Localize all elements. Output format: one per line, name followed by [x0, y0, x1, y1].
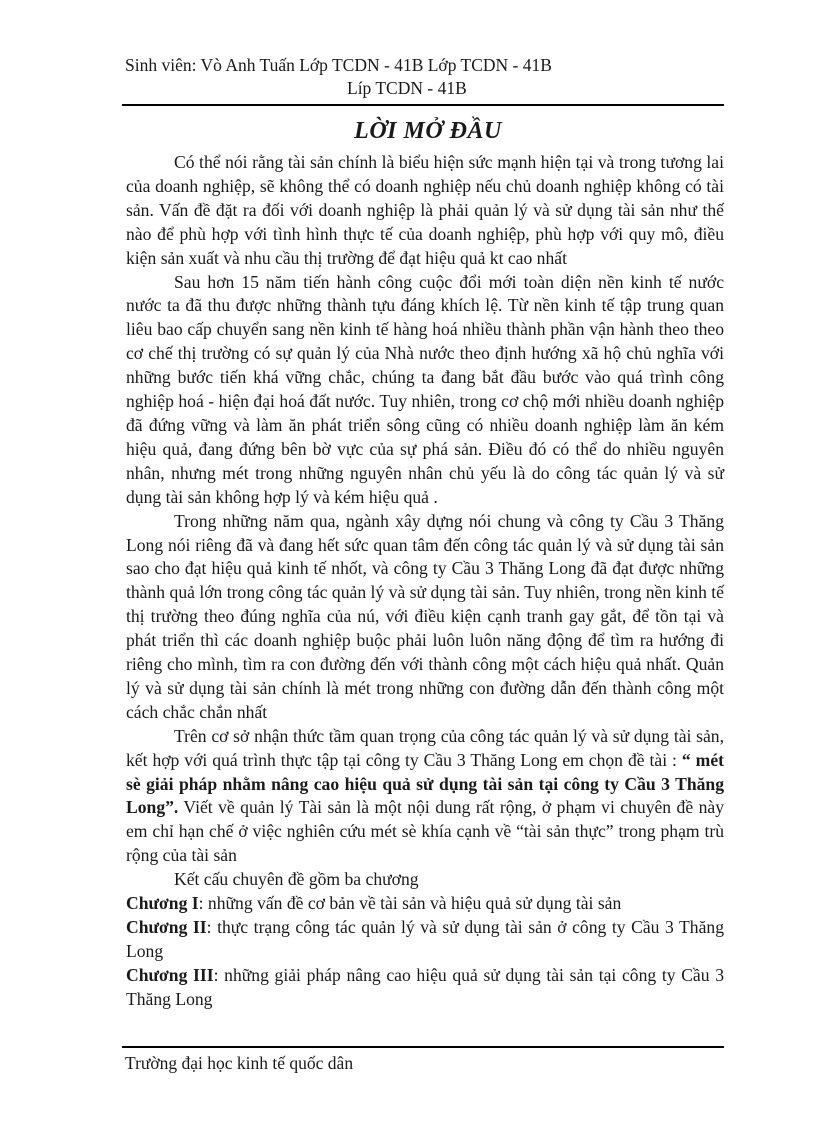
page-footer: Trường đại học kinh tế quốc dân	[125, 1053, 354, 1073]
paragraph-4	[126, 725, 724, 868]
paragraph-3: Trong những năm qua, ngành xây dựng nói chung và công ty Cầu 3 Thăng Long nói riêng đã và đang hết sức quan tâm đến công tác quản lý và sử dụng tài sản sao cho đạt hiệu quả kinh tế nhốt, và công ty Cầu 3 Thăng Long đã đạt được những thành quả lớn trong công tác quản lý và sử dụng tài sản. Tuy nhiên, trong nền kinh tế thị trường theo đúng nghĩa của nú, với điều kiện cạnh tranh gay gắt, để tồn tại và phát triển thì các doanh nghiệp buộc phải luôn luôn năng động để tìm ra hướng đi riêng cho mình, tìm ra con đường đến với thành công một cách hiệu quả nhất. Quản lý và sử dụng tài sản chính là mét trong những con đường dẫn đến thành công một cách chắc chắn nhất	[126, 510, 724, 722]
page-title: LỜI MỞ ĐẦU	[354, 118, 502, 144]
header-line-1: Sinh viên: Vò Anh Tuấn Lớp TCDN - 41B Lớp TCDN - 41B	[125, 55, 552, 75]
paragraph-4-intro: Trên cơ sở nhận thức tầm quan trọng của công tác quản lý và sử dụng tài sản, kết hợp với quá trình thực tập tại công ty Cầu 3 Thăng Long em chọn đề tài :	[126, 725, 724, 770]
paragraph-1: Có thể nói rằng tài sản chính là biểu hiện sức mạnh hiện tại và trong tương lai của doanh nghiệp, sẽ không thể có doanh nghiệp nếu chủ doanh nghiệp không có tài sản. Vấn đề đặt ra đối với doanh nghiệp là phải quản lý và sử dụng tài sản như thế nào để phù hợp với tình hình thực tế của doanh nghiệp, phù hợp với quy mô, điều kiện sản xuất và nhu cầu thị trường để đạt hiệu quả kt cao nhất	[126, 152, 724, 268]
chapter-1	[126, 892, 724, 916]
paragraph-4-rest: Viết về quản lý Tài sản là một nội dung rất rộng, ở phạm vi chuyên đề này em chỉ hạn chế ở việc nghiên cứu mét sè khía cạnh về “tài sản thực” trong phạm trù rộng của tài sản	[126, 797, 724, 866]
document-body	[126, 151, 724, 1012]
header-line-2: Líp TCDN - 41B	[347, 78, 467, 98]
chapter-2-text: : thực trạng công tác quản lý và sử dụng tài sản ở công ty Cầu 3 Thăng Long	[126, 917, 724, 961]
chapter-1-label: Chương I	[126, 893, 199, 914]
chapter-2-label: Chương II	[126, 917, 207, 937]
chapter-3	[126, 964, 724, 1012]
chapter-3-text: : những giải pháp nâng cao hiệu quả sử dụng tài sản tại công ty Cầu 3 Thăng Long	[126, 964, 725, 1009]
chapter-1-text: : những vấn đề cơ bản về tài sản và hiệu quả sử dụng tài sản	[198, 893, 622, 914]
footer-divider	[122, 1046, 724, 1048]
header-divider	[122, 104, 724, 106]
chapter-2	[126, 916, 724, 964]
thesis-topic: “ mét sè giải pháp nhằm nâng cao hiệu quả sử dụng tài sản tại công ty Cầu 3 Thăng Long”.	[126, 749, 724, 818]
paragraph-5: Kết cấu chuyên đề gồm ba chương	[174, 869, 419, 890]
paragraph-2: Sau hơn 15 năm tiến hành công cuộc đổi mới toàn diện nền kinh tế nước nước ta đã thu được những thành tựu đáng khích lệ. Từ nền kinh tế tập trung quan liêu bao cấp chuyển sang nền kinh tế hàng hoá nhiều thành phần vận hành theo theo cơ chế thị trường có sự quản lý của Nhà nước theo định hướng xã hộ chủ nghĩa với những bước tiến khá vững chắc, chúng ta đang bắt đầu bước vào quá trình công nghiệp hoá - hiện đại hoá đất nước. Tuy nhiên, trong cơ chộ mới nhiều doanh nghiệp đã đứng vững và làm ăn phát triển sông cũng có nhiều doanh nghiệp làm ăn kém hiệu quả, đang đứng bên bờ vực của sự phá sản. Điều đó có thể do nhiều nguyên nhân, nhưng mét trong những nguyên nhân chủ yếu là do công tác quản lý và sử dụng tài sản không hợp lý và kém hiệu quả .	[126, 271, 724, 507]
page-header	[125, 54, 725, 100]
chapter-3-label: Chương III	[126, 964, 214, 985]
